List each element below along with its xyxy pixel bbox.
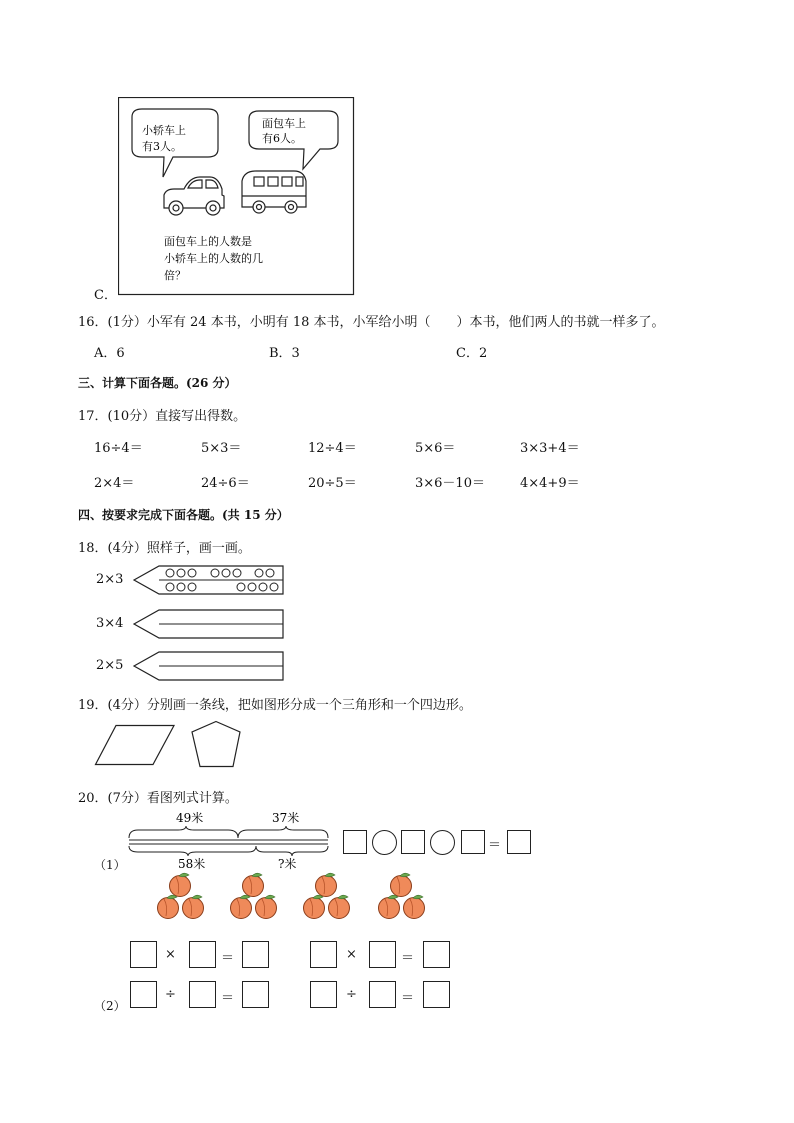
q15c-figure [118,97,355,296]
equals-sign-4: ＝ [221,991,235,1006]
q17-r2-c4: 3×6－10＝ [415,476,485,491]
peach-group-3 [304,873,350,918]
q16-text: 16．(1分）小军有 24 本书，小明有 18 本书，小军给小明（ ）本书，他们两人的书就一样多了。 [78,315,665,330]
q17-r1-c1: 16÷4＝ [94,441,143,456]
q17-r2-c2: 24÷6＝ [201,476,250,491]
answer-box-1[interactable] [343,830,367,854]
parallelogram-shape[interactable] [94,724,176,766]
mult-b-box-1[interactable] [310,941,337,968]
div-a-box-3[interactable] [242,981,269,1008]
pencil-blank-1[interactable] [133,609,285,639]
answer-box-3[interactable] [461,830,485,854]
q15c-question-line3: 倍？ [164,269,186,282]
peach-group-2 [231,873,277,918]
q18-text: 18．(4分）照样子，画一画。 [78,541,251,556]
diagram-bottom-left-label: 58米 [178,857,206,871]
mult-a-box-2[interactable] [189,941,216,968]
mult-b-box-3[interactable] [423,941,450,968]
equals-sign-1: ＝ [488,838,502,853]
mult-a-box-3[interactable] [242,941,269,968]
q15c-question-line1: 面包车上的人数是 [164,235,252,248]
answer-box-2[interactable] [401,830,425,854]
q17-r2-c1: 2×4＝ [94,476,135,491]
bubble-left-line1: 小轿车上 [142,124,186,137]
times-sign-1: × [165,947,176,962]
operator-circle-1[interactable] [372,830,397,855]
divide-sign-1: ÷ [165,987,176,1002]
bubble-right-line1: 面包车上 [262,117,306,130]
divide-sign-2: ÷ [346,987,357,1002]
div-a-box-1[interactable] [130,981,157,1008]
section4-title: 四、按要求完成下面各题。(共 15 分） [78,508,289,522]
q20-part2-label: （2） [94,999,126,1013]
section3-title: 三、计算下面各题。(26 分） [78,376,237,390]
q17-text: 17．(10分）直接写出得数。 [78,409,247,424]
q20-part1-label: （1） [94,858,126,872]
peach-groups [150,872,435,924]
q15-option-c-label: C． [94,288,117,303]
mult-b-box-2[interactable] [369,941,396,968]
operator-circle-2[interactable] [430,830,455,855]
q15c-question-line2: 小轿车上的人数的几 [164,252,263,265]
times-sign-2: × [346,947,357,962]
diagram-bottom-right-label: ?米 [278,857,297,871]
q17-r2-c5: 4×4+9＝ [520,476,580,491]
q16-option-a[interactable]: A．6 [94,346,125,361]
equals-sign-3: ＝ [401,951,415,966]
q18-label-1: 2×3 [96,572,124,587]
line-segment-diagram [126,806,332,872]
q16-option-c[interactable]: C．2 [456,346,488,361]
div-a-box-2[interactable] [189,981,216,1008]
q17-r1-c2: 5×3＝ [201,441,242,456]
peach-group-1 [158,873,204,918]
pentagon-shape[interactable] [190,720,242,768]
bubble-left-line2: 有3人。 [142,140,182,153]
q18-label-2: 3×4 [96,616,124,631]
pencil-blank-2[interactable] [133,651,285,681]
q20-text: 20．(7分）看图列式计算。 [78,791,238,806]
mult-a-box-1[interactable] [130,941,157,968]
q16-option-b[interactable]: B．3 [269,346,300,361]
q18-label-3: 2×5 [96,658,124,673]
q17-r1-c4: 5×6＝ [415,441,456,456]
div-b-box-1[interactable] [310,981,337,1008]
bubble-right-line2: 有6人。 [262,132,302,145]
diagram-top-left-label: 49米 [176,811,204,825]
van-icon [242,171,306,213]
q19-text: 19．(4分）分别画一条线，把如图形分成一个三角形和一个四边形。 [78,698,472,713]
equals-sign-2: ＝ [221,951,235,966]
div-b-box-3[interactable] [423,981,450,1008]
q17-r1-c3: 12÷4＝ [308,441,357,456]
diagram-top-right-label: 37米 [272,811,300,825]
pencil-example [133,565,285,595]
equals-sign-5: ＝ [401,991,415,1006]
answer-box-4[interactable] [507,830,531,854]
div-b-box-2[interactable] [369,981,396,1008]
q17-r1-c5: 3×3+4＝ [520,441,580,456]
q17-r2-c3: 20÷5＝ [308,476,357,491]
peach-group-4 [379,873,425,918]
